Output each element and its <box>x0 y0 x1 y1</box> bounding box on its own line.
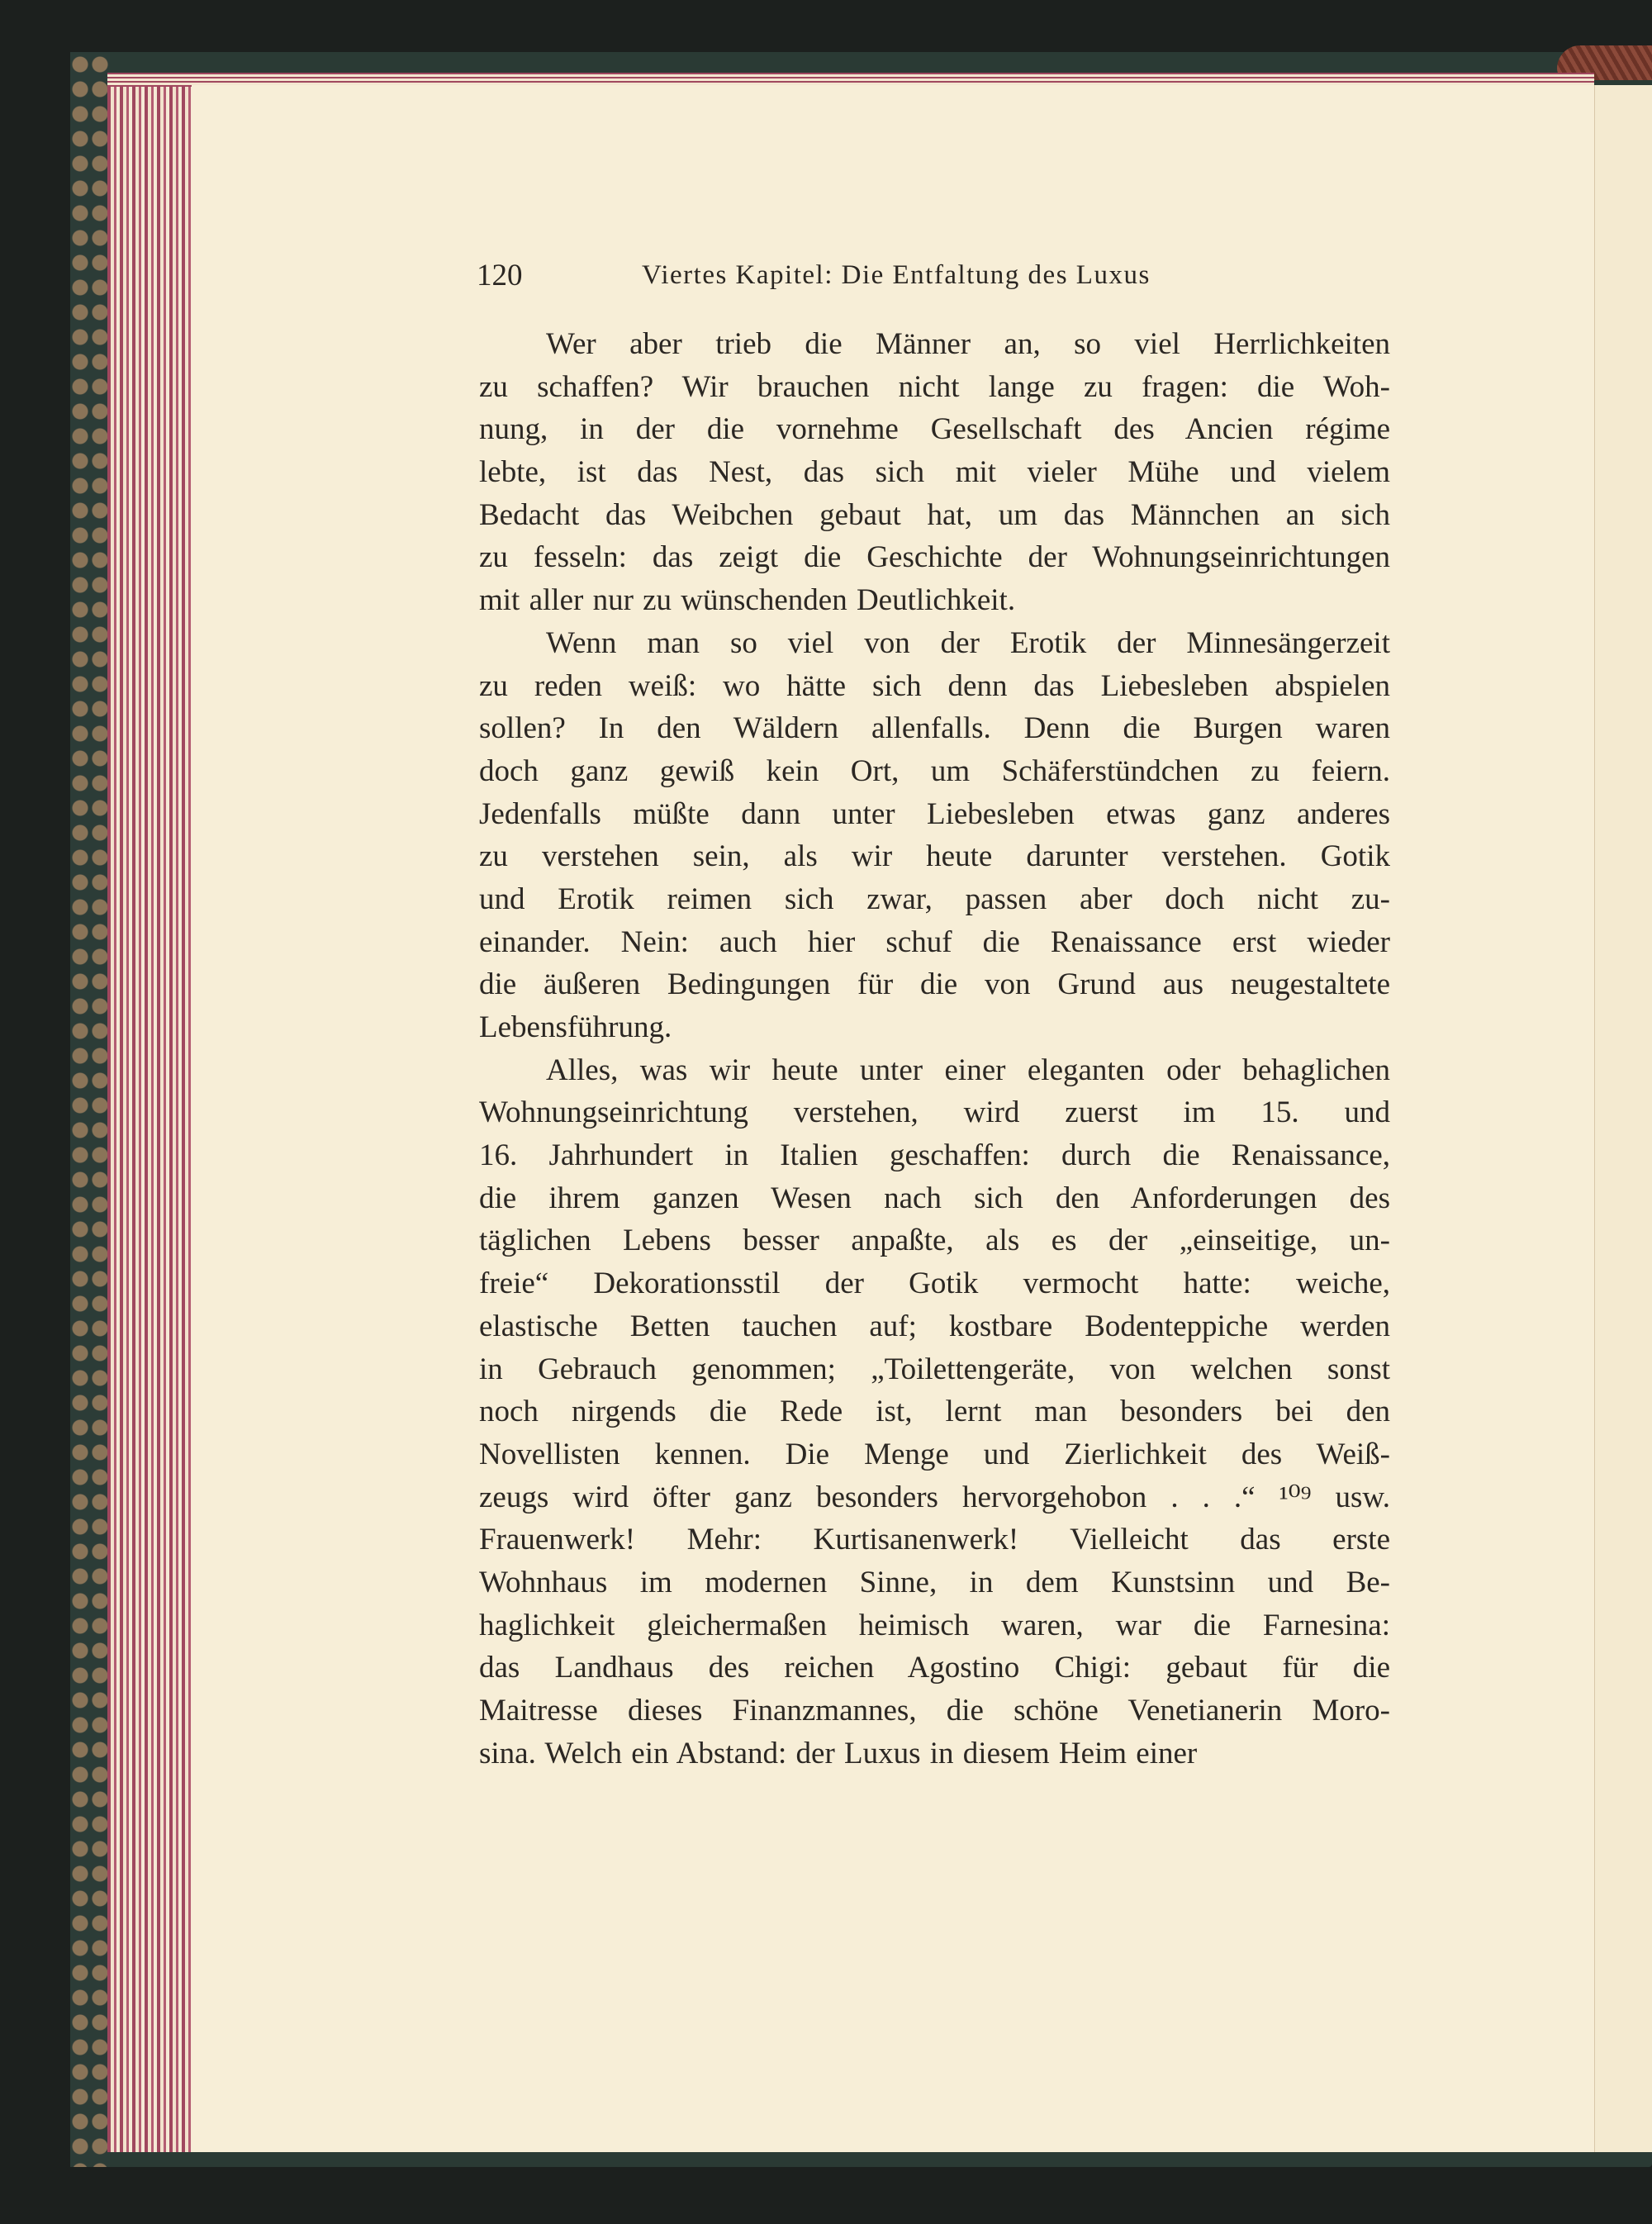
text-line: sina. Welch ein Abstand: der Luxus in diesem Heim einer <box>479 1736 1198 1770</box>
text-line: täglichen Lebens besser anpaßte, als es der „einseitige, un- <box>479 1224 1390 1258</box>
text-line: nung, in der die vornehme Gesellschaft des Ancien régime <box>479 412 1390 447</box>
text-line: zu fesseln: das zeigt die Geschichte der Wohnungseinrichtungen <box>479 540 1390 575</box>
text-line: Wohnungseinrichtung verstehen, wird zuerst im 15. und <box>479 1095 1390 1130</box>
text-line: zu reden weiß: wo hätte sich denn das Liebesleben abspielen <box>479 668 1390 703</box>
text-line: zeugs wird öfter ganz besonders hervorgehobon . . .“ ¹⁰⁹ usw. <box>479 1480 1390 1514</box>
text-line: Jedenfalls müßte dann unter Liebesleben etwas ganz anderes <box>479 796 1390 831</box>
cover-marbled-border <box>70 52 110 2167</box>
text-line: mit aller nur zu wünschenden Deutlichkeit. <box>479 583 1016 618</box>
text-line: Maitresse dieses Finanzmannes, die schöne Venetianerin Moro- <box>479 1694 1390 1727</box>
text-line: Novellisten kennen. Die Menge und Zierlichkeit des Weiß- <box>479 1437 1390 1471</box>
text-line: sollen? In den Wäldern allenfalls. Denn die Burgen waren <box>479 711 1390 746</box>
text-line: und Erotik reimen sich zwar, passen aber doch nicht zu- <box>479 882 1390 916</box>
text-line: freie“ Dekorationsstil der Gotik vermocht hatte: weiche, <box>479 1266 1390 1301</box>
page-edges <box>107 78 194 2152</box>
text-line: Lebensführung. <box>479 1010 672 1044</box>
text-line: Frauenwerk! Mehr: Kurtisanenwerk! Vielleicht das erste <box>479 1523 1390 1557</box>
text-line: 16. Jahrhundert in Italien geschaffen: durch die Renaissance, <box>479 1138 1390 1173</box>
text-line: Bedacht das Weibchen gebaut hat, um das Männchen an sich <box>479 497 1390 532</box>
facing-page-edge <box>1594 85 1652 2152</box>
text-line: das Landhaus des reichen Agostino Chigi: gebaut für die <box>479 1651 1390 1685</box>
text-line: elastische Betten tauchen auf; kostbare Bodenteppiche werden <box>479 1309 1390 1343</box>
text-line: doch ganz gewiß kein Ort, um Schäferstündchen zu feiern. <box>479 753 1390 788</box>
text-line: zu verstehen sein, als wir heute darunter verstehen. Gotik <box>479 839 1390 874</box>
text-line: Wer aber trieb die Männer an, so viel Herrlichkeiten <box>546 327 1390 361</box>
text-line: einander. Nein: auch hier schuf die Renaissance erst wieder <box>479 924 1390 959</box>
body-text <box>479 323 1390 1775</box>
text-line: haglichkeit gleichermaßen heimisch waren, war die Farnesina: <box>479 1608 1390 1642</box>
text-line: Wenn man so viel von der Erotik der Minnesängerzeit <box>546 625 1390 660</box>
text-line: zu schaffen? Wir brauchen nicht lange zu fragen: die Woh- <box>479 369 1390 404</box>
text-line: lebte, ist das Nest, das sich mit vieler Mühe und vielem <box>479 455 1390 490</box>
text-line: in Gebrauch genommen; „Toilettengeräte, von welchen sonst <box>479 1352 1390 1386</box>
chapter-title: Viertes Kapitel: Die Entfaltung des Luxus <box>642 260 1151 290</box>
text-line: die ihrem ganzen Wesen nach sich den Anforderungen des <box>479 1181 1390 1215</box>
text-line: Wohnhaus im modernen Sinne, in dem Kunstsinn und Be- <box>479 1565 1390 1599</box>
page-number: 120 <box>477 259 523 292</box>
text-line: Alles, was wir heute unter einer eleganten oder behaglichen <box>546 1053 1390 1087</box>
running-head <box>477 258 1390 296</box>
text-line: noch nirgends die Rede ist, lernt man besonders bei den <box>479 1395 1390 1429</box>
text-line: die äußeren Bedingungen für die von Grund aus neugestaltete <box>479 967 1390 1002</box>
